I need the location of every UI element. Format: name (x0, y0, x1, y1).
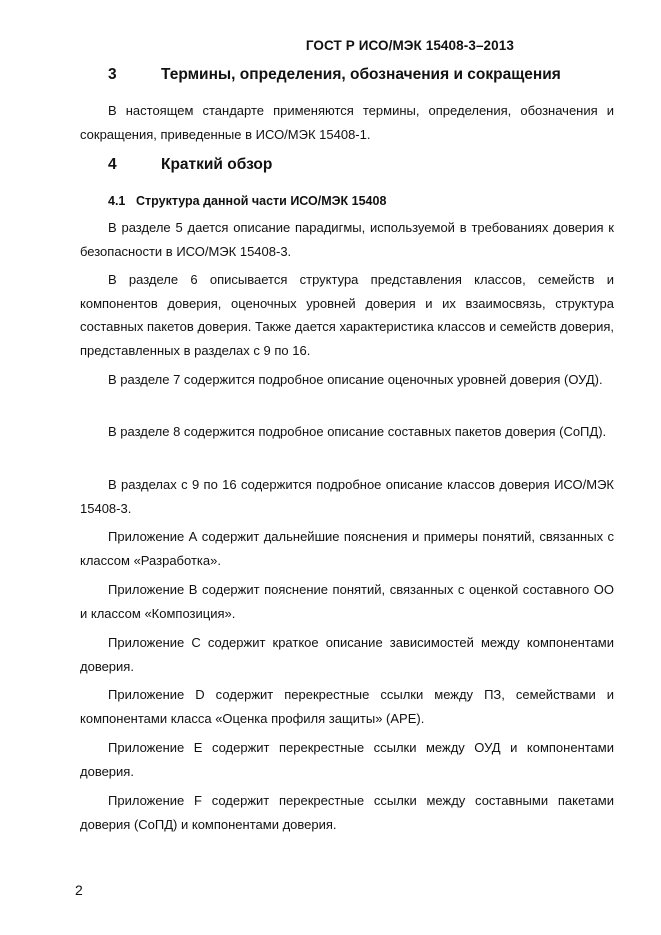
paragraph: В разделе 5 дается описание парадигмы, используемой в требованиях доверия к безопасности в ИСО/МЭК 15408-3. (80, 220, 614, 259)
subsection-heading (108, 194, 386, 208)
standard-header: ГОСТ Р ИСО/МЭК 15408-3–2013 (305, 38, 514, 53)
section-3-heading (108, 66, 561, 84)
subsection-number: 4.1 (108, 194, 126, 208)
paragraph: Приложение F содержит перекрестные ссылки между составными пакетами доверия (СоПД) и компонентами доверия. (80, 793, 614, 832)
section-number: 3 (108, 66, 117, 83)
page-number: 2 (75, 882, 83, 898)
section-4-heading (108, 156, 272, 174)
section-number: 4 (108, 156, 117, 173)
section-title: Термины, определения, обозначения и сокращения (161, 66, 561, 83)
paragraph: В настоящем стандарте применяются термины, определения, обозначения и сокращения, приведенные в ИСО/МЭК 15408-1. (80, 103, 614, 142)
subsection-title: Структура данной части ИСО/МЭК 15408 (136, 194, 387, 208)
section-title: Краткий обзор (161, 156, 273, 173)
paragraph: Приложение Е содержит перекрестные ссылки между ОУД и компонентами доверия. (80, 740, 614, 779)
paragraph: В разделе 8 содержится подробное описание составных пакетов доверия (СоПД). (108, 424, 607, 439)
paragraph: Приложение В содержит пояснение понятий, связанных с оценкой составного ОО и классом «Композиция». (80, 582, 614, 621)
paragraph: Приложение А содержит дальнейшие пояснения и примеры понятий, связанных с классом «Разработка». (80, 529, 614, 568)
paragraph: В разделе 6 описывается структура представления классов, семейств и компонентов доверия, оценочных уровней доверия и их взаимосвязь, структура составных пакетов доверия. Также дается характеристика классов и семейств доверия, представленных в разделах с 9 по 16. (80, 272, 614, 358)
paragraph: В разделе 7 содержится подробное описание оценочных уровней доверия (ОУД). (108, 372, 603, 387)
paragraph: Приложение С содержит краткое описание зависимостей между компонентами доверия. (80, 635, 614, 674)
paragraph: Приложение D содержит перекрестные ссылки между ПЗ, семействами и компонентами класса «Оценка профиля защиты» (АРЕ). (80, 687, 614, 726)
paragraph: В разделах с 9 по 16 содержится подробное описание классов доверия ИСО/МЭК 15408-3. (80, 477, 614, 516)
